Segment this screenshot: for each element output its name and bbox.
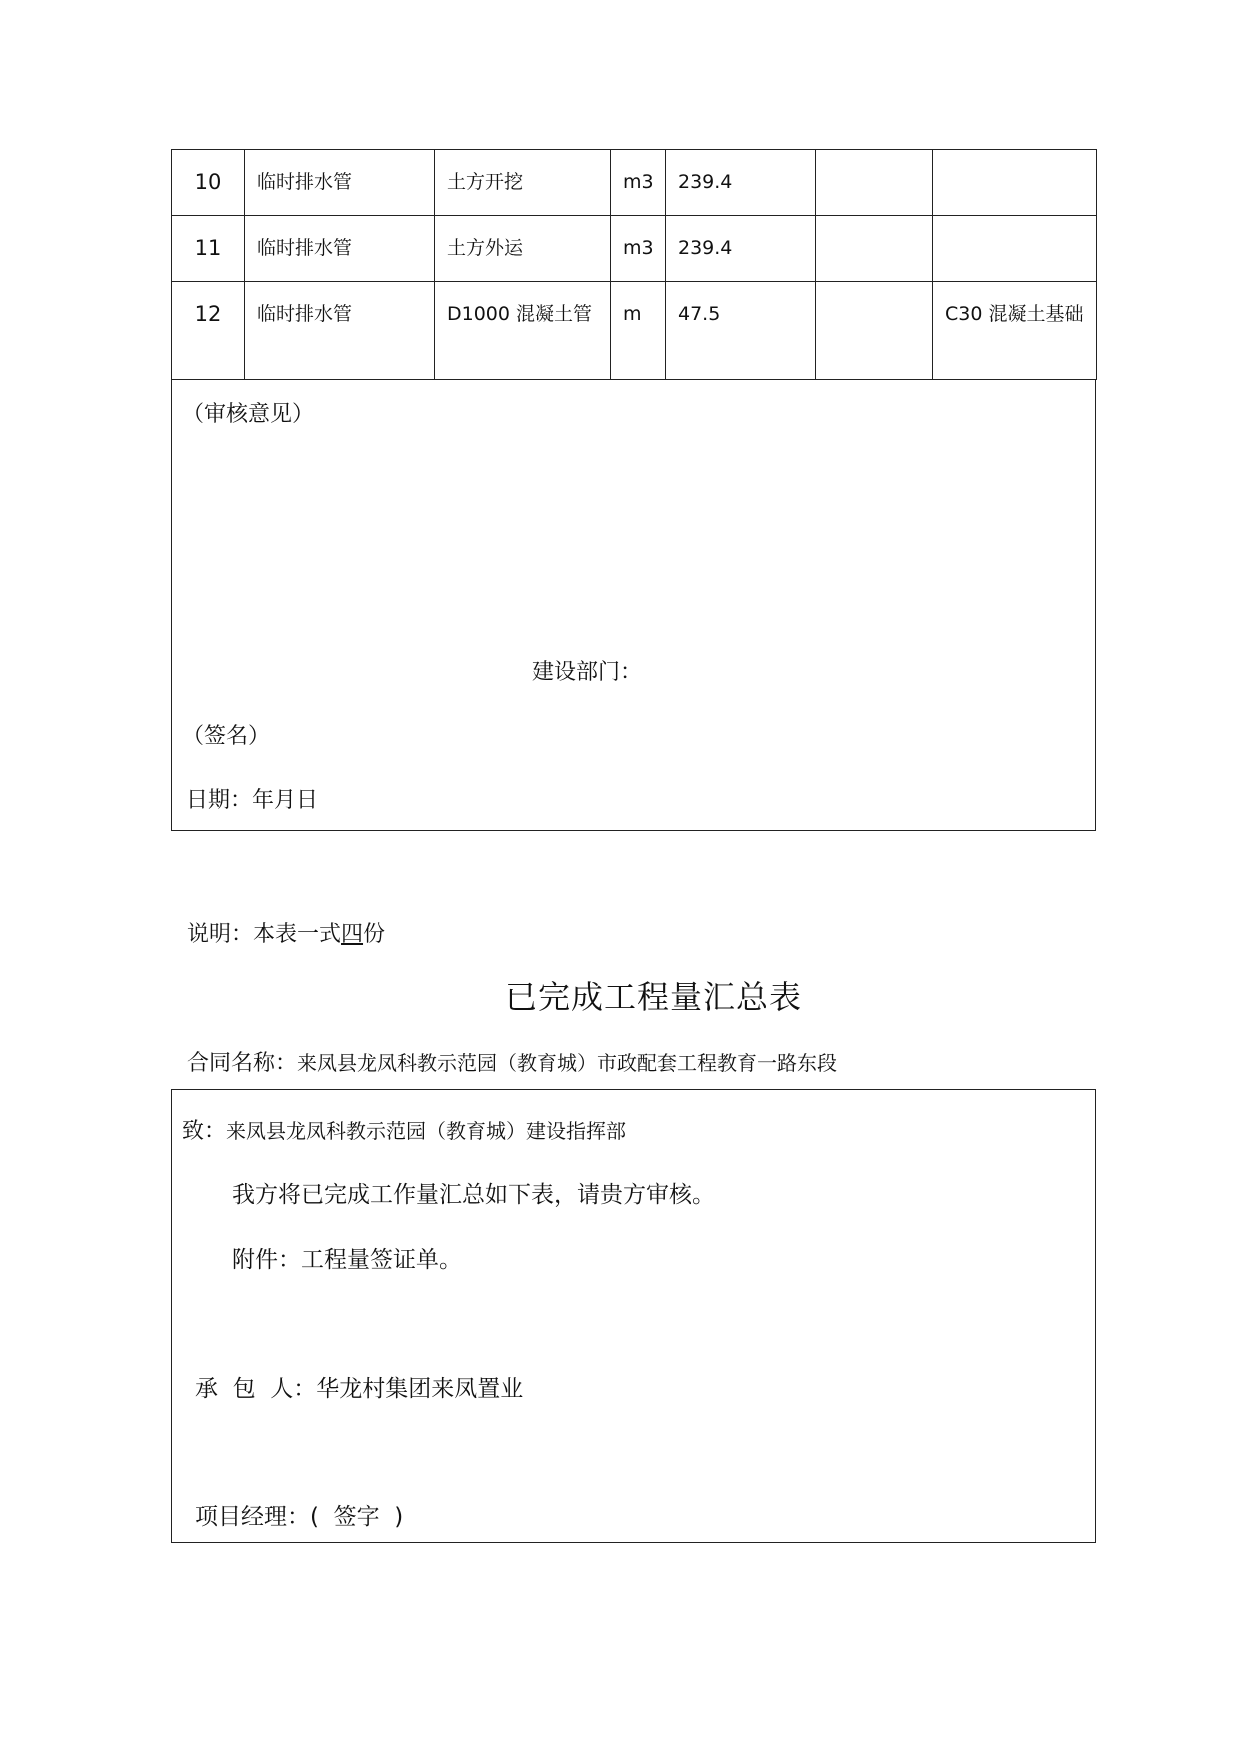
table-row	[172, 216, 1097, 282]
row-item: 临时排水管	[245, 150, 435, 216]
row-blank	[816, 282, 933, 380]
recipient-value: 来凤县龙凤科教示范园（教育城）建设指挥部	[226, 1119, 627, 1143]
contract-name-line	[187, 1046, 837, 1077]
row-quantity: 239.4	[666, 216, 816, 282]
row-blank	[816, 216, 933, 282]
row-number: 12	[172, 282, 245, 380]
quantity-table	[171, 149, 1097, 380]
row-content: D1000 混凝土管	[435, 282, 611, 380]
row-unit: m3	[611, 216, 666, 282]
project-manager-line: 项目经理：( 签字 )	[195, 1504, 404, 1530]
page-title: 已完成工程量汇总表	[505, 978, 803, 1016]
row-blank	[816, 150, 933, 216]
recipient-label: 致：	[182, 1119, 227, 1144]
contract-name-label: 合同名称：	[187, 1051, 298, 1076]
summary-box	[171, 1089, 1096, 1543]
row-note	[933, 216, 1097, 282]
row-note	[933, 150, 1097, 216]
signature-label: （签名）	[182, 724, 271, 749]
row-content: 土方开挖	[435, 150, 611, 216]
summary-statement: 我方将已完成工作量汇总如下表，请贵方审核。	[232, 1182, 715, 1208]
copy-count: 四	[341, 922, 364, 947]
table-row	[172, 282, 1097, 380]
row-quantity: 47.5	[666, 282, 816, 380]
note-prefix: 说明：本表一式	[187, 922, 342, 947]
table-row	[172, 150, 1097, 216]
note-line	[187, 917, 385, 948]
row-note: C30 混凝土基础	[933, 282, 1097, 380]
date-label: 日期：年月日	[186, 788, 319, 813]
construction-dept-label: 建设部门：	[532, 660, 643, 685]
row-number: 10	[172, 150, 245, 216]
opinion-heading: （审核意见）	[182, 402, 315, 427]
attachment-line: 附件：工程量签证单。	[232, 1247, 462, 1273]
row-unit: m	[611, 282, 666, 380]
row-item: 临时排水管	[245, 282, 435, 380]
recipient-line	[182, 1114, 626, 1145]
row-number: 11	[172, 216, 245, 282]
review-opinion-box	[171, 379, 1096, 831]
row-content: 土方外运	[435, 216, 611, 282]
note-suffix: 份	[363, 922, 386, 947]
row-quantity: 239.4	[666, 150, 816, 216]
contract-name-value: 来凤县龙凤科教示范园（教育城）市政配套工程教育一路东段	[297, 1051, 838, 1075]
row-unit: m3	[611, 150, 666, 216]
row-item: 临时排水管	[245, 216, 435, 282]
contractor-line: 承 包 人：华龙村集团来凤置业	[195, 1376, 524, 1402]
